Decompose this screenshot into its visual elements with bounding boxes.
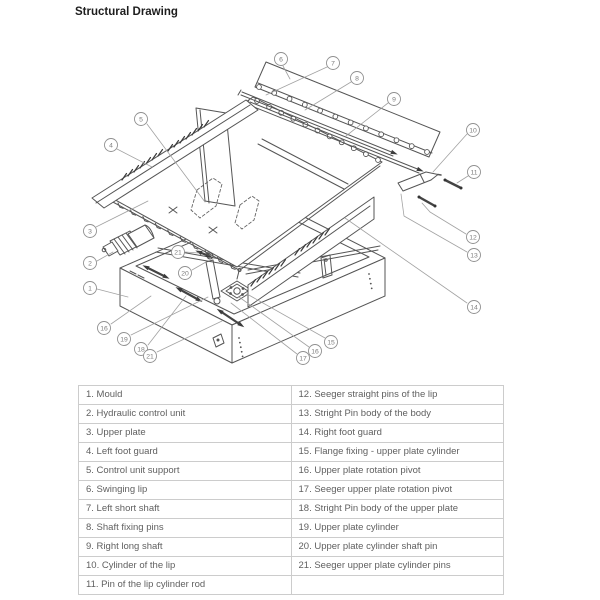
table-row bbox=[79, 462, 504, 481]
part-cell: 17. Seeger upper plate rotation pivot bbox=[291, 481, 504, 500]
callout-5 bbox=[135, 113, 148, 126]
callout-11 bbox=[468, 166, 481, 179]
loose-parts bbox=[398, 172, 463, 208]
svg-text:21: 21 bbox=[146, 353, 154, 361]
svg-text:16: 16 bbox=[100, 325, 108, 333]
table-row bbox=[79, 424, 504, 443]
table-row bbox=[79, 519, 504, 538]
hydraulic-control-unit bbox=[102, 225, 154, 256]
svg-text:7: 7 bbox=[331, 60, 335, 68]
callout-10 bbox=[467, 124, 480, 137]
lip-cylinder bbox=[398, 172, 441, 191]
pin bbox=[418, 196, 437, 208]
callout-14 bbox=[468, 301, 481, 314]
table-row bbox=[79, 576, 504, 595]
part-cell: 15. Flange fixing - upper plate cylinder bbox=[291, 443, 504, 462]
part-cell: 14. Right foot guard bbox=[291, 424, 504, 443]
part-cell: 12. Seeger straight pins of the lip bbox=[291, 386, 504, 405]
callout-16 bbox=[98, 322, 111, 335]
callout-21 bbox=[144, 350, 157, 363]
svg-text:14: 14 bbox=[470, 304, 478, 312]
part-cell: 1. Mould bbox=[79, 386, 292, 405]
callout-19 bbox=[118, 333, 131, 346]
callout-13 bbox=[468, 249, 481, 262]
part-cell: 11. Pin of the lip cylinder rod bbox=[79, 576, 292, 595]
callout-15 bbox=[325, 336, 338, 349]
callout-1 bbox=[84, 282, 97, 295]
svg-text:4: 4 bbox=[109, 142, 113, 150]
part-cell: 10. Cylinder of the lip bbox=[79, 557, 292, 576]
callout-7 bbox=[327, 57, 340, 70]
page-title: Structural Drawing bbox=[75, 6, 178, 18]
svg-text:3: 3 bbox=[88, 228, 92, 236]
svg-text:21: 21 bbox=[174, 249, 182, 257]
callout-20 bbox=[179, 267, 192, 280]
callout-9 bbox=[388, 93, 401, 106]
part-cell: 7. Left short shaft bbox=[79, 500, 292, 519]
table-row bbox=[79, 538, 504, 557]
svg-text:13: 13 bbox=[470, 252, 478, 260]
callout-12 bbox=[467, 231, 480, 244]
parts-table-body bbox=[79, 386, 504, 595]
svg-text:12: 12 bbox=[469, 234, 477, 242]
table-row bbox=[79, 557, 504, 576]
part-cell: 3. Upper plate bbox=[79, 424, 292, 443]
part-cell: 5. Control unit support bbox=[79, 462, 292, 481]
svg-text:5: 5 bbox=[139, 116, 143, 124]
svg-text:17: 17 bbox=[299, 355, 307, 363]
callout-17 bbox=[297, 352, 310, 365]
part-cell: 20. Upper plate cylinder shaft pin bbox=[291, 538, 504, 557]
part-cell: 2. Hydraulic control unit bbox=[79, 405, 292, 424]
callout-6 bbox=[275, 53, 288, 66]
part-cell: 21. Seeger upper plate cylinder pins bbox=[291, 557, 504, 576]
parts-table bbox=[78, 385, 504, 595]
svg-text:15: 15 bbox=[327, 339, 335, 347]
table-row bbox=[79, 405, 504, 424]
svg-text:6: 6 bbox=[279, 56, 283, 64]
callout-21 bbox=[172, 246, 185, 259]
part-cell: 13. Stright Pin body of the body bbox=[291, 405, 504, 424]
table-row bbox=[79, 481, 504, 500]
part-cell: 9. Right long shaft bbox=[79, 538, 292, 557]
part-cell: 8. Shaft fixing pins bbox=[79, 519, 292, 538]
svg-text:1: 1 bbox=[88, 285, 92, 293]
part-cell: 4. Left foot guard bbox=[79, 443, 292, 462]
table-row bbox=[79, 443, 504, 462]
svg-text:19: 19 bbox=[120, 336, 128, 344]
svg-text:20: 20 bbox=[181, 270, 189, 278]
callout-3 bbox=[84, 225, 97, 238]
table-row bbox=[79, 386, 504, 405]
svg-text:11: 11 bbox=[470, 169, 478, 177]
svg-text:9: 9 bbox=[392, 96, 396, 104]
table-row bbox=[79, 500, 504, 519]
svg-text:10: 10 bbox=[469, 127, 477, 135]
svg-text:16: 16 bbox=[311, 348, 319, 356]
part-cell: 6. Swinging lip bbox=[79, 481, 292, 500]
callout-8 bbox=[351, 72, 364, 85]
callout-4 bbox=[105, 139, 118, 152]
part-cell: 16. Upper plate rotation pivot bbox=[291, 462, 504, 481]
part-cell: 18. Stright Pin body of the upper plate bbox=[291, 500, 504, 519]
svg-text:2: 2 bbox=[88, 260, 92, 268]
pin bbox=[444, 179, 463, 190]
part-cell bbox=[291, 576, 504, 595]
svg-text:18: 18 bbox=[137, 346, 145, 354]
part-cell: 19. Upper plate cylinder bbox=[291, 519, 504, 538]
callout-2 bbox=[84, 257, 97, 270]
svg-text:8: 8 bbox=[355, 75, 359, 83]
callout-16 bbox=[309, 345, 322, 358]
